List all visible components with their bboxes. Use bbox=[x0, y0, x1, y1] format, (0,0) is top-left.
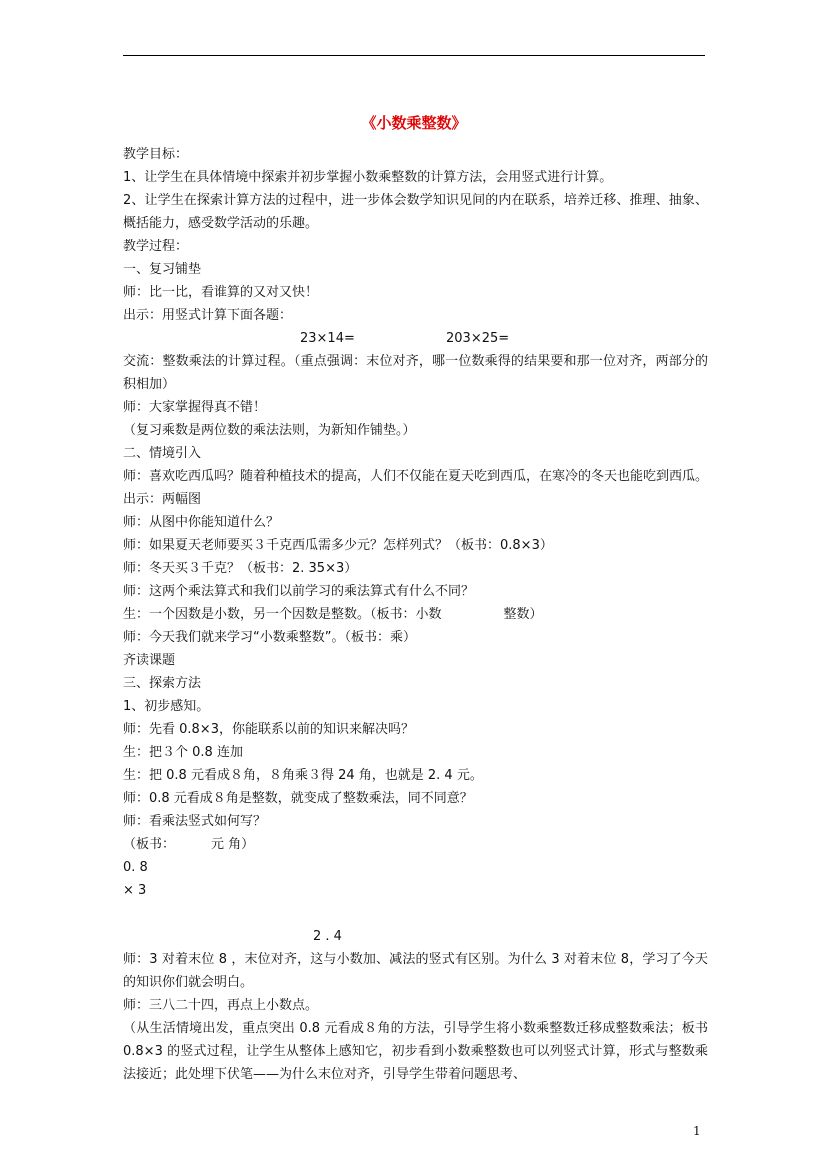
text-line: 生：把３个 0.8 连加 bbox=[123, 745, 243, 760]
calc-row bbox=[123, 327, 708, 350]
text-line: 师：冬天买３千克？（板书：2. 35×3） bbox=[123, 561, 358, 576]
text-line: 齐读课题 bbox=[123, 653, 176, 668]
text-line bbox=[123, 833, 708, 856]
text-line bbox=[123, 603, 708, 626]
text-line: 师：比一比，看谁算的又对又快！ bbox=[123, 285, 319, 300]
text-fragment: （板书： bbox=[123, 837, 176, 852]
text-fragment: 整数） bbox=[503, 607, 543, 622]
text-line: 师：喜欢吃西瓜吗？随着种植技术的提高，人们不仅能在夏天吃到西瓜，在寒冷的冬天也能吃到西瓜。 bbox=[123, 469, 709, 484]
text-line: 三、探索方法 bbox=[123, 676, 202, 691]
text-line: 师：今天我们就来学习“小数乘整数”。（板书：乘） bbox=[123, 630, 416, 645]
text-line: 1、初步感知。 bbox=[123, 699, 210, 714]
text-line: 师：先看 0.8×3，你能联系以前的知识来解决吗？ bbox=[123, 722, 414, 737]
text-line: 师：从图中你能知道什么？ bbox=[123, 515, 280, 530]
text-line: 师：3 对着末位 8 ，末位对齐，这与小数加、减法的竖式有区别。为什么 3 对着末位 8，学习了今天的知识你们就会明白。 bbox=[123, 952, 708, 990]
page-number: 1 bbox=[693, 1124, 701, 1138]
text-line: 师：0.8 元看成８角是整数，就变成了整数乘法，同不同意？ bbox=[123, 791, 473, 806]
text-line: 师：看乘法竖式如何写？ bbox=[123, 814, 267, 829]
document-body bbox=[123, 143, 708, 1086]
calc-expression: 203×25= bbox=[446, 331, 510, 346]
text-line: 交流：整数乘法的计算过程。（重点强调：末位对齐，哪一位数乘得的结果要和那一位对齐，两部分的积相加） bbox=[123, 354, 708, 392]
text-line: 二、情境引入 bbox=[123, 446, 202, 461]
header-rule bbox=[123, 55, 705, 56]
text-line: 一、复习铺垫 bbox=[123, 262, 202, 277]
text-line: 师：这两个乘法算式和我们以前学习的乘法算式有什么不同？ bbox=[123, 584, 475, 599]
vertical-calc-line: 0. 8 bbox=[123, 860, 148, 875]
text-fragment: 生：一个因数是小数，另一个因数是整数。（板书：小数 bbox=[123, 607, 442, 622]
text-fragment: 元 角） bbox=[211, 837, 255, 852]
text-line: 出示：用竖式计算下面各题： bbox=[123, 308, 293, 323]
text-line: （从生活情境出发，重点突出 0.8 元看成８角的方法，引导学生将小数乘整数迁移成整数乘法；板书 0.8×3 的竖式过程，让学生从整体上感知它，初步看到小数乘整数也可以列竖式计算，形式与整数乘法接近；此处埋下伏笔——为什么末位对齐，引导学生带着问题思考、 bbox=[123, 1021, 708, 1082]
text-line: 教学目标： bbox=[123, 147, 189, 162]
text-line: 师：大家掌握得真不错！ bbox=[123, 400, 267, 415]
text-line: 师：三八二十四，再点上小数点。 bbox=[123, 998, 319, 1013]
text-line: 1、让学生在具体情境中探索并初步掌握小数乘整数的计算方法，会用竖式进行计算。 bbox=[123, 170, 613, 185]
text-line: 2、让学生在探索计算方法的过程中，进一步体会数学知识见间的内在联系，培养迁移、推理、抽象、概括能力，感受数学活动的乐趣。 bbox=[123, 193, 708, 231]
text-line: 教学过程： bbox=[123, 239, 189, 254]
text-line: （复习乘数是两位数的乘法法则，为新知作铺垫。） bbox=[123, 423, 416, 438]
document-title: 《小数乘整数》 bbox=[361, 114, 467, 132]
text-line: 师：如果夏天老师要买３千克西瓜需多少元？怎样列式？（板书：0.8×3） bbox=[123, 538, 553, 553]
text-line: 出示：两幅图 bbox=[123, 492, 202, 507]
calc-expression: 23×14= bbox=[300, 331, 355, 346]
text-line: 生：把 0.8 元看成８角，８角乘３得 24 角，也就是 2. 4 元。 bbox=[123, 768, 483, 783]
vertical-calc-result: 2 . 4 bbox=[313, 929, 342, 944]
vertical-calc-line: × 3 bbox=[123, 883, 147, 898]
